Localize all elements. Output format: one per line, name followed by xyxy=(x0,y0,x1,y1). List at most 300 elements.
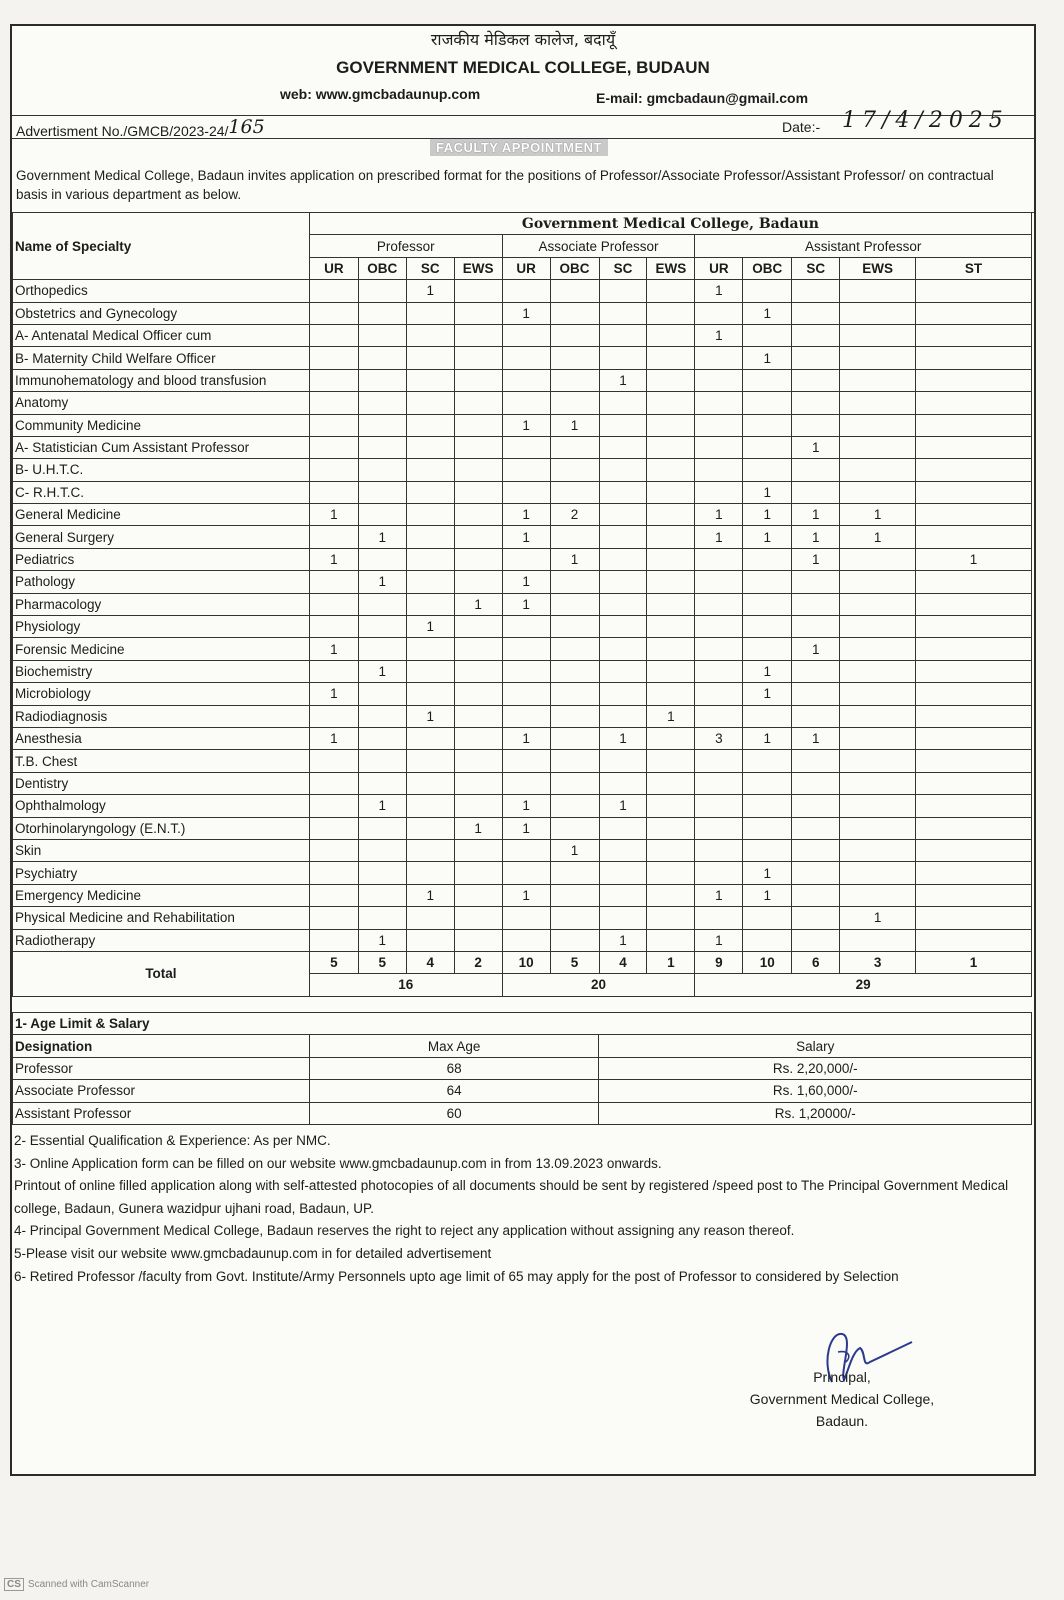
vacancy-cell xyxy=(840,436,916,458)
table-row xyxy=(13,862,1032,884)
vacancy-cell xyxy=(454,929,502,951)
vacancy-cell xyxy=(647,660,695,682)
vacancy-cell xyxy=(309,705,358,727)
vacancy-cell xyxy=(309,459,358,481)
vacancy-cell xyxy=(647,817,695,839)
name-of-specialty-header: Name of Specialty xyxy=(13,213,310,280)
vacancy-cell xyxy=(792,660,840,682)
specialty-name: Anesthesia xyxy=(13,727,310,749)
vacancy-cell xyxy=(916,683,1032,705)
vacancy-cell xyxy=(309,750,358,772)
vacancy-cell xyxy=(502,638,550,660)
table-header-row xyxy=(13,213,1032,235)
vacancy-cell xyxy=(792,369,840,391)
vacancy-cell xyxy=(916,571,1032,593)
vacancy-cell xyxy=(647,929,695,951)
vacancy-cell xyxy=(599,750,647,772)
vacancy-cell xyxy=(599,481,647,503)
vacancy-cell xyxy=(406,727,454,749)
vacancy-cell xyxy=(792,772,840,794)
vacancy-cell xyxy=(550,324,599,346)
vacancy-cell xyxy=(840,817,916,839)
note-item: 5-Please visit our website www.gmcbadaunup.com in for detailed advertisement xyxy=(14,1245,492,1261)
vacancy-cell xyxy=(358,862,406,884)
vacancy-cell xyxy=(309,571,358,593)
vacancy-cell xyxy=(406,392,454,414)
table-row xyxy=(13,1080,1032,1102)
vacancy-cell: 1 xyxy=(840,504,916,526)
vacancy-cell: 1 xyxy=(792,526,840,548)
vacancy-cell: 3 xyxy=(695,727,743,749)
vacancy-cell xyxy=(309,593,358,615)
vacancy-cell xyxy=(599,571,647,593)
vacancy-cell xyxy=(550,459,599,481)
vacancy-cell xyxy=(406,862,454,884)
total-cell: 5 xyxy=(550,951,599,973)
group-header-professor: Professor xyxy=(309,235,502,257)
vacancy-cell xyxy=(840,324,916,346)
specialty-name: Ophthalmology xyxy=(13,795,310,817)
vacancy-cell xyxy=(743,705,792,727)
vacancy-cell xyxy=(840,750,916,772)
table-row xyxy=(13,817,1032,839)
vacancy-cell xyxy=(840,705,916,727)
vacancy-cell xyxy=(840,795,916,817)
vacancy-cell xyxy=(454,705,502,727)
vacancy-cell xyxy=(792,750,840,772)
group-header-assistant-professor: Assistant Professor xyxy=(695,235,1032,257)
vacancy-cell: 1 xyxy=(454,817,502,839)
sub-header-cell: EWS xyxy=(840,257,916,279)
vacancy-cell: 1 xyxy=(695,929,743,951)
vacancy-cell xyxy=(792,795,840,817)
vacancy-cell: 1 xyxy=(502,414,550,436)
vacancy-cell xyxy=(358,504,406,526)
vacancy-cell xyxy=(647,638,695,660)
vacancy-cell xyxy=(647,459,695,481)
vacancy-cell xyxy=(454,683,502,705)
specialty-name: Immunohematology and blood transfusion xyxy=(13,369,310,391)
vacancy-cell: 1 xyxy=(695,324,743,346)
specialty-name: Psychiatry xyxy=(13,862,310,884)
vacancy-cell xyxy=(406,795,454,817)
vacancy-cell xyxy=(647,862,695,884)
vacancy-cell xyxy=(599,683,647,705)
vacancy-cell xyxy=(647,481,695,503)
vacancy-cell: 1 xyxy=(502,593,550,615)
sub-header-cell: UR xyxy=(502,257,550,279)
table-row xyxy=(13,705,1032,727)
vacancy-cell xyxy=(743,324,792,346)
vacancy-cell xyxy=(550,571,599,593)
vacancy-cell xyxy=(406,929,454,951)
vacancy-cell xyxy=(406,526,454,548)
vacancy-cell: 1 xyxy=(502,817,550,839)
vacancy-cell xyxy=(647,571,695,593)
vacancy-cell: 1 xyxy=(599,929,647,951)
vacancy-cell xyxy=(599,772,647,794)
vacancy-cell xyxy=(792,459,840,481)
vacancy-cell xyxy=(792,280,840,302)
note-item: 2- Essential Qualification & Experience: As per NMC. xyxy=(14,1133,331,1148)
vacancy-cell xyxy=(502,459,550,481)
vacancy-cell: 1 xyxy=(695,280,743,302)
vacancy-cell: 1 xyxy=(647,705,695,727)
vacancy-cell xyxy=(309,795,358,817)
vacancy-cell xyxy=(454,884,502,906)
vacancy-cell xyxy=(743,907,792,929)
vacancy-cell xyxy=(599,280,647,302)
vacancy-cell xyxy=(502,907,550,929)
vacancy-cell xyxy=(454,727,502,749)
vacancy-cell: 1 xyxy=(309,548,358,570)
vacancy-cell xyxy=(599,504,647,526)
vacancy-cell xyxy=(550,638,599,660)
vacancy-cell xyxy=(406,347,454,369)
max-age-cell: 68 xyxy=(309,1057,599,1079)
vacancy-cell xyxy=(916,727,1032,749)
specialty-name: Pathology xyxy=(13,571,310,593)
specialty-name: T.B. Chest xyxy=(13,750,310,772)
vacancy-cell xyxy=(916,638,1032,660)
vacancy-cell xyxy=(550,526,599,548)
vacancy-cell xyxy=(358,593,406,615)
specialty-name: Otorhinolaryngology (E.N.T.) xyxy=(13,817,310,839)
total-cell: 9 xyxy=(695,951,743,973)
specialty-name: Emergency Medicine xyxy=(13,884,310,906)
vacancy-cell xyxy=(647,436,695,458)
vacancy-cell xyxy=(454,772,502,794)
vacancy-cell xyxy=(695,347,743,369)
vacancy-cell: 1 xyxy=(309,638,358,660)
vacancy-cell: 1 xyxy=(502,727,550,749)
vacancy-cell: 1 xyxy=(916,548,1032,570)
adv-label: Advertisment No./GMCB/2023-24/ xyxy=(16,123,229,139)
vacancy-cell xyxy=(743,593,792,615)
vacancy-cell xyxy=(550,772,599,794)
date-label: Date:- xyxy=(782,119,821,135)
max-age-header: Max Age xyxy=(309,1035,599,1057)
vacancy-cell xyxy=(502,347,550,369)
vacancy-cell xyxy=(743,817,792,839)
vacancy-cell xyxy=(550,436,599,458)
vacancy-cell xyxy=(550,750,599,772)
vacancy-cell xyxy=(916,324,1032,346)
vacancy-cell xyxy=(647,369,695,391)
vacancy-cell xyxy=(599,616,647,638)
vacancy-cell xyxy=(454,616,502,638)
vacancy-cell: 1 xyxy=(599,369,647,391)
vacancy-cell xyxy=(743,929,792,951)
vacancy-cell xyxy=(406,436,454,458)
vacancy-cell xyxy=(550,660,599,682)
vacancy-cell xyxy=(916,795,1032,817)
table-row xyxy=(13,884,1032,906)
vacancy-cell xyxy=(743,280,792,302)
note-item: 3- Online Application form can be filled on our website www.gmcbadaunup.com in from 13.09.2023 onwards. xyxy=(14,1155,662,1171)
vacancy-cell xyxy=(647,884,695,906)
group-total-professor: 16 xyxy=(309,974,502,996)
specialty-name: Physical Medicine and Rehabilitation xyxy=(13,907,310,929)
vacancy-cell xyxy=(358,638,406,660)
vacancy-cell xyxy=(599,907,647,929)
specialty-name: Radiodiagnosis xyxy=(13,705,310,727)
vacancy-cell: 1 xyxy=(840,907,916,929)
specialty-name: Orthopedics xyxy=(13,280,310,302)
sub-header-cell: OBC xyxy=(743,257,792,279)
vacancy-cell: 1 xyxy=(406,705,454,727)
vacancy-cell xyxy=(502,929,550,951)
vacancy-cell xyxy=(358,616,406,638)
vacancy-cell xyxy=(599,324,647,346)
vacancy-cell: 1 xyxy=(550,414,599,436)
specialty-name: Obstetrics and Gynecology xyxy=(13,302,310,324)
table-row xyxy=(13,548,1032,570)
vacancy-cell: 1 xyxy=(792,548,840,570)
note-item: Printout of online filled application along with self-attested photocopies of all documents should be sent by registered /speed post to The Principal Government Medical college, Badaun, Gunera wazidpur ujhani road, Badaun, UP. xyxy=(14,1178,1009,1216)
vacancy-cell xyxy=(916,481,1032,503)
total-cell: 10 xyxy=(502,951,550,973)
vacancy-cell xyxy=(358,683,406,705)
vacancy-cell xyxy=(599,660,647,682)
vacancy-cell xyxy=(406,324,454,346)
notes-list xyxy=(14,1130,1029,1288)
vacancy-cell xyxy=(792,593,840,615)
vacancy-cell xyxy=(743,839,792,861)
vacancy-cell: 1 xyxy=(599,727,647,749)
vacancy-cell xyxy=(840,683,916,705)
vacancy-cell xyxy=(695,907,743,929)
vacancy-cell xyxy=(916,392,1032,414)
specialty-name: Microbiology xyxy=(13,683,310,705)
vacancy-cell xyxy=(406,548,454,570)
vacancy-cell xyxy=(358,369,406,391)
age-salary-table xyxy=(12,1012,1032,1125)
vacancy-cell xyxy=(647,772,695,794)
email-text: E-mail: gmcbadaun@gmail.com xyxy=(596,90,809,106)
vacancy-cell xyxy=(695,436,743,458)
vacancy-cell xyxy=(743,459,792,481)
vacancy-cell xyxy=(599,392,647,414)
vacancy-cell: 1 xyxy=(502,302,550,324)
vacancy-cell xyxy=(309,436,358,458)
vacancy-cell xyxy=(550,347,599,369)
vacancy-cell xyxy=(695,302,743,324)
vacancy-cell: 1 xyxy=(309,504,358,526)
vacancy-cell: 1 xyxy=(792,727,840,749)
vacancy-cell xyxy=(792,616,840,638)
vacancy-cell xyxy=(792,705,840,727)
vacancy-cell xyxy=(743,392,792,414)
vacancy-cell xyxy=(916,884,1032,906)
sub-header-cell: EWS xyxy=(647,257,695,279)
specialty-name: General Medicine xyxy=(13,504,310,526)
vacancy-cell xyxy=(454,369,502,391)
vacancy-cell xyxy=(840,929,916,951)
vacancy-cell xyxy=(695,459,743,481)
vacancy-cell xyxy=(647,347,695,369)
vacancy-cell xyxy=(647,907,695,929)
vacancy-cell xyxy=(550,683,599,705)
vacancy-cell: 1 xyxy=(550,839,599,861)
vacancy-cell: 1 xyxy=(502,571,550,593)
table-row xyxy=(13,392,1032,414)
vacancy-cell: 1 xyxy=(502,504,550,526)
scanner-text: Scanned with CamScanner xyxy=(27,1579,150,1590)
vacancy-cell xyxy=(550,907,599,929)
vacancy-cell xyxy=(916,907,1032,929)
vacancy-cell: 1 xyxy=(695,884,743,906)
total-cell: 5 xyxy=(358,951,406,973)
vacancy-cell xyxy=(454,526,502,548)
vacancy-cell xyxy=(358,750,406,772)
vacancy-cell xyxy=(599,347,647,369)
sub-header-cell: OBC xyxy=(358,257,406,279)
vacancy-cell xyxy=(502,772,550,794)
specialty-name: Anatomy xyxy=(13,392,310,414)
designation-header: Designation xyxy=(13,1035,310,1057)
vacancy-cell xyxy=(792,683,840,705)
vacancy-cell xyxy=(406,772,454,794)
vacancy-cell xyxy=(502,660,550,682)
specialty-name: General Surgery xyxy=(13,526,310,548)
vacancy-cell xyxy=(743,548,792,570)
specialty-name: Pediatrics xyxy=(13,548,310,570)
table-row xyxy=(13,907,1032,929)
vacancy-cell xyxy=(792,907,840,929)
vacancy-cell xyxy=(743,414,792,436)
vacancy-cell xyxy=(406,414,454,436)
salary-cell: Rs. 2,20,000/- xyxy=(599,1057,1032,1079)
vacancy-cell xyxy=(647,414,695,436)
vacancy-cell: 1 xyxy=(550,548,599,570)
totals-row xyxy=(13,951,1032,973)
vacancy-cell xyxy=(840,302,916,324)
vacancy-cell xyxy=(792,839,840,861)
vacancy-cell xyxy=(916,817,1032,839)
vacancy-cell xyxy=(916,414,1032,436)
vacancy-cell xyxy=(916,369,1032,391)
vacancy-cell xyxy=(695,616,743,638)
designation-cell: Associate Professor xyxy=(13,1080,310,1102)
vacancy-cell xyxy=(916,459,1032,481)
vacancy-cell xyxy=(647,727,695,749)
vacancy-cell xyxy=(916,504,1032,526)
advertisement-number xyxy=(16,116,265,141)
vacancy-cell xyxy=(358,548,406,570)
vacancy-cell xyxy=(502,481,550,503)
vacancy-cell xyxy=(647,683,695,705)
vacancy-cell xyxy=(695,772,743,794)
vacancy-cell xyxy=(647,280,695,302)
vacancy-cell xyxy=(502,616,550,638)
vacancy-cell xyxy=(502,705,550,727)
vacancy-cell xyxy=(599,459,647,481)
vacancy-cell xyxy=(599,436,647,458)
vacancy-cell xyxy=(916,526,1032,548)
vacancy-cell xyxy=(916,839,1032,861)
vacancy-cell xyxy=(647,593,695,615)
specialty-name: Physiology xyxy=(13,616,310,638)
salary-cell: Rs. 1,60,000/- xyxy=(599,1080,1032,1102)
vacancy-cell: 1 xyxy=(358,571,406,593)
vacancy-cell: 1 xyxy=(599,795,647,817)
sub-header-cell: SC xyxy=(792,257,840,279)
vacancy-cell xyxy=(454,504,502,526)
vacancy-cell xyxy=(792,929,840,951)
vacancy-cell xyxy=(792,862,840,884)
vacancy-cell xyxy=(743,436,792,458)
vacancy-cell xyxy=(358,772,406,794)
vacancy-cell xyxy=(792,414,840,436)
vacancy-cell xyxy=(743,616,792,638)
age-section-row xyxy=(13,1013,1032,1035)
vacancy-cell xyxy=(550,481,599,503)
vacancy-cell xyxy=(695,369,743,391)
vacancy-cell xyxy=(358,727,406,749)
vacancy-cell xyxy=(695,481,743,503)
table-row xyxy=(13,1102,1032,1124)
vacancy-cell: 1 xyxy=(406,884,454,906)
vacancy-cell xyxy=(916,862,1032,884)
vacancy-cell xyxy=(840,862,916,884)
vacancy-cell xyxy=(454,414,502,436)
vacancy-cell xyxy=(454,795,502,817)
vacancy-cell xyxy=(840,884,916,906)
vacancy-cell xyxy=(647,302,695,324)
table-row xyxy=(13,369,1032,391)
section-title-faculty-appointment: FACULTY APPOINTMENT xyxy=(430,139,608,156)
group-total-associate: 20 xyxy=(502,974,695,996)
vacancy-cell xyxy=(550,280,599,302)
vacancy-cell xyxy=(502,839,550,861)
vacancy-cell xyxy=(502,862,550,884)
vacancy-cell xyxy=(454,548,502,570)
table-row xyxy=(13,347,1032,369)
college-header-cell: Government Medical College, Badaun xyxy=(309,213,1031,235)
vacancy-cell xyxy=(502,324,550,346)
vacancy-cell xyxy=(550,369,599,391)
vacancy-cell xyxy=(599,862,647,884)
table-row xyxy=(13,929,1032,951)
scanner-watermark xyxy=(4,1578,149,1591)
sub-header-cell: UR xyxy=(695,257,743,279)
designation-cell: Assistant Professor xyxy=(13,1102,310,1124)
specialty-name: A- Antenatal Medical Officer cum xyxy=(13,324,310,346)
vacancy-cell xyxy=(309,884,358,906)
vacancy-cell: 1 xyxy=(502,795,550,817)
intro-paragraph: Government Medical College, Badaun invites application on prescribed format for the positions of Professor/Associate Professor/Assistant Professor/ on contractual basis in various department as below. xyxy=(16,168,994,202)
vacancy-cell xyxy=(647,839,695,861)
note-item: 6- Retired Professor /faculty from Govt. Institute/Army Personnels upto age limit of 65 may apply for the post of Professor to considered by Selection xyxy=(14,1268,899,1284)
specialty-name: C- R.H.T.C. xyxy=(13,481,310,503)
vacancy-cell xyxy=(840,280,916,302)
group-header-associate-professor: Associate Professor xyxy=(502,235,695,257)
table-row xyxy=(13,414,1032,436)
vacancy-cell xyxy=(647,795,695,817)
vacancy-cell xyxy=(840,727,916,749)
vacancy-table xyxy=(12,212,1032,997)
vacancy-cell xyxy=(550,817,599,839)
vacancy-cell xyxy=(599,414,647,436)
vacancy-cell xyxy=(695,660,743,682)
specialty-name: Dentistry xyxy=(13,772,310,794)
vacancy-cell: 1 xyxy=(792,436,840,458)
vacancy-cell xyxy=(550,929,599,951)
vacancy-cell xyxy=(840,839,916,861)
vacancy-cell xyxy=(792,324,840,346)
vacancy-cell xyxy=(454,436,502,458)
